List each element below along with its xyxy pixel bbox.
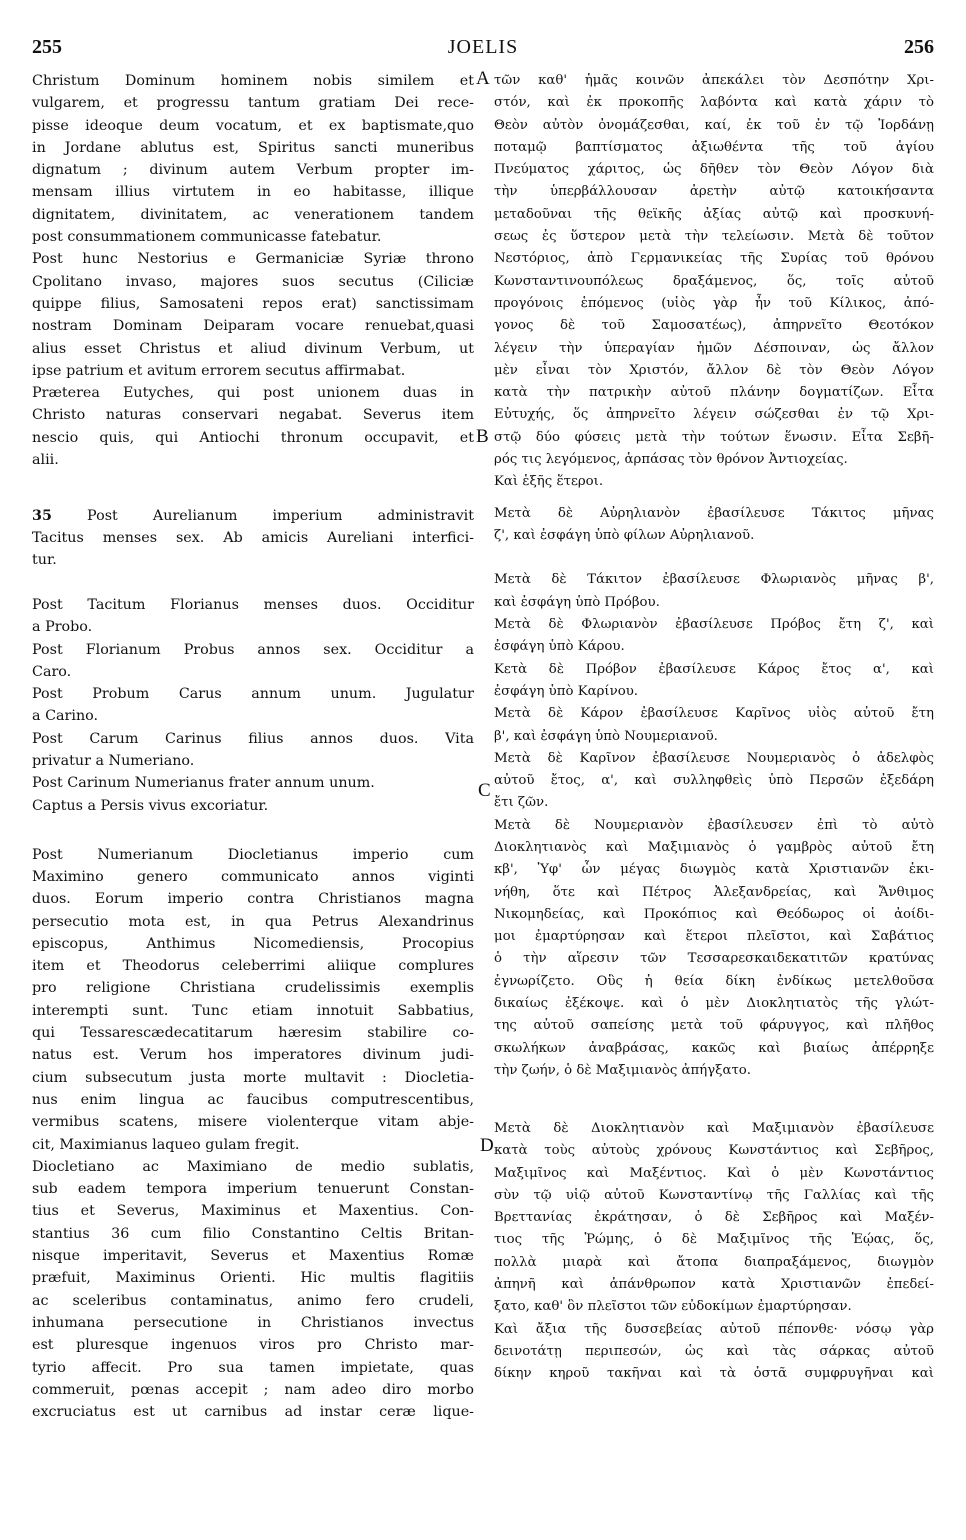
- latin-line: nus enim lingua ac faucibus computrescentibus,: [32, 1091, 474, 1108]
- latin-line: episcopus, Anthimus Nicomediensis, Procopius: [32, 935, 474, 952]
- greek-line: Νικομηδείας, καὶ Προκόπιος καὶ Θεόδωρος οἱ ἀοίδι-: [494, 906, 934, 922]
- section-number: 35: [32, 507, 52, 524]
- greek-line: δεινοτάτῃ περιπεσών, ὡς καὶ τὰς σάρκας αὐτοῦ: [494, 1343, 934, 1359]
- greek-line: ἔτι ζῶν.: [494, 795, 549, 811]
- greek-line: πολλὰ μιαρὰ καὶ ἄτοπα διαπραξάμενος, διωγμὸν: [494, 1254, 934, 1270]
- greek-line: τῶν καθ' ἡμᾶς κοινῶν ἀπεκάλει τὸν Δεσπότην Χρι-: [494, 73, 934, 88]
- greek-line: Μαξιμῖνος καὶ Μαξέντιος. Καὶ ὁ μὲν Κωνστάντιος: [494, 1165, 934, 1181]
- greek-line: ἀπηνῆ καὶ ἀπάνθρωπον κατὰ Χριστιανῶν ἐπεδεί-: [494, 1277, 934, 1293]
- margin-mark-d: D: [480, 1135, 494, 1156]
- latin-line: vulgarem, et progressu tantum gratiam Dei rece-: [32, 95, 474, 112]
- greek-line: μεταδοῦναι τῆς θεϊκῆς ἀξίας αὐτῷ καὶ προσκυνή-: [494, 206, 934, 222]
- latin-line: inhumana persecutione in Christianos invectus: [32, 1314, 474, 1331]
- latin-line: quippe filius, Samosateni repos erat) sanctissimam: [32, 295, 474, 312]
- paragraph-spacer: [32, 817, 474, 844]
- latin-line: [32, 505, 474, 527]
- greek-line: νήθη, ὅτε καὶ Πέτρος Ἀλεξανδρείας, καὶ Ἄνθιμος: [494, 884, 934, 900]
- latin-line: Christum Dominum hominem nobis similem et: [32, 73, 474, 89]
- paragraph-spacer: [32, 471, 474, 504]
- greek-line: Πνεύματος χάριτος, ὡς δῆθεν τὸν Θεὸν Λόγον διὰ: [494, 162, 934, 178]
- paragraph-spacer: [32, 572, 474, 594]
- latin-line: nostram Dominam Deiparam vocare renuebat,quasi: [32, 318, 474, 335]
- greek-line: Καὶ ἑξῆς ἕτεροι.: [494, 474, 604, 490]
- margin-mark-b: B: [476, 426, 489, 447]
- paragraph-spacer: [494, 547, 934, 569]
- greek-line: καὶ ἐσφάγη ὑπὸ Πρόβου.: [494, 594, 660, 610]
- greek-line: μὲν εἶναι τὸν Χριστόν, ἄλλον δὲ τὸν Θεὸν Λόγον: [494, 362, 934, 378]
- latin-line: stantius 36 cum filio Constantino Celtis Britan-: [32, 1225, 474, 1242]
- latin-line: excruciatus est ut carnibus ad instar ceræ lique-: [32, 1404, 474, 1421]
- latin-line: Cpolitano invaso, majores suos secutus (Ciliciæ: [32, 273, 474, 290]
- latin-line: a Carino.: [32, 708, 99, 725]
- latin-line: qui Tessarescædecatitarum hæresim stabilire co-: [32, 1025, 474, 1042]
- latin-line: Post Carum Carinus filius annos duos. Vita: [32, 730, 474, 747]
- left-page-number: 255: [32, 36, 62, 58]
- latin-line: tur.: [32, 552, 57, 569]
- greek-line: δικαίως ἐξέκοψε. καὶ ὁ μὲν Διοκλητιατὸς τῆς γλώτ-: [494, 996, 934, 1012]
- greek-line: ἐγνωρίζετο. Οὓς ἡ θεία δίκη ἐνδίκως μετελθοῦσα: [494, 973, 934, 989]
- latin-column: [32, 70, 474, 1423]
- latin-line: tius et Severus, Maximinus et Maxentius. Con-: [32, 1203, 474, 1220]
- greek-line: ρός τις λεγόμενος, ἁρπάσας τὸν θρόνον Ἀντιοχείας.: [494, 452, 848, 468]
- latin-line: Præterea Eutyches, qui post unionem duas in: [32, 385, 474, 402]
- running-title: JOELIS: [447, 36, 519, 58]
- greek-line: σὺν τῷ υἱῷ αὐτοῦ Κωνσταντίνῳ τῆς Γαλλίας καὶ τῆς: [494, 1187, 934, 1203]
- greek-line: ξατο, καθ' ὃν πλεῖστοι τῶν εὐδοκίμων ἐμαρτύρησαν.: [494, 1299, 852, 1315]
- latin-line: in Jordane ablutus est, Spiritus sancti muneribus: [32, 139, 474, 156]
- latin-line: Post Numerianum Diocletianus imperio cum: [32, 846, 474, 863]
- latin-line: post consummationem communicasse fatebatur.: [32, 229, 382, 246]
- greek-line: Θεὸν αὐτὸν ὀνομάζεσθαι, καί, ἐκ τοῦ ἐν τῷ Ἰορδάνῃ: [494, 117, 934, 133]
- latin-line: tyrio affecit. Pro sua tamen impietate, quas: [32, 1359, 474, 1376]
- latin-line: nisque imperitavit, Severus et Maxentius Romæ: [32, 1248, 474, 1265]
- latin-line-text: Post Aurelianum imperium administravit: [87, 507, 474, 524]
- greek-line: κατὰ τὴν πατρικὴν αὐτοῦ πλάνην δογματίζων. Εἶτα: [494, 385, 934, 401]
- greek-line: ποταμῷ βαπτίσματος ἀξιωθέντα τῆς τοῦ ἁγίου: [494, 139, 934, 155]
- latin-line: interempti sunt. Tunc etiam innotuit Sabbatius,: [32, 1002, 474, 1019]
- latin-line: Captus a Persis vivus excoriatur.: [32, 797, 269, 814]
- greek-line: γονος δὲ τοῦ Σαμοσατέως), ἀπηρνεῖτο Θεοτόκον: [494, 318, 934, 334]
- latin-line: vermibus scatens, misere violenterque vitam abje-: [32, 1114, 474, 1131]
- greek-line: μοι ἐμαρτύρησαν καὶ ἕτεροι πλεῖστοι, καὶ Σαβάτιος: [494, 929, 934, 945]
- greek-line: ὁ τὴν αἵρεσιν τῶν Τεσσαρεσκαιδεκατιτῶν κρατύνας: [494, 951, 934, 967]
- latin-line: pro religione Christiana crudelissimis exemplis: [32, 980, 474, 997]
- latin-line: alii.: [32, 452, 59, 469]
- latin-line: item et Theodorus celeberrimi aliique complures: [32, 958, 474, 975]
- latin-line: præfuit, Maximinus Orienti. Hic multis flagitiis: [32, 1270, 474, 1287]
- greek-column: [494, 70, 934, 1386]
- latin-line: persecutio mota est, in qua Petrus Alexandrinus: [32, 913, 474, 930]
- greek-line: Μετὰ δὲ Καρῖνον ἐβασίλευσε Νουμεριανὸς ὁ ἀδελφὸς: [494, 750, 934, 766]
- greek-line: Κωνσταντινουπόλεως δραξάμενος, ὅς, τοῖς αὐτοῦ: [494, 273, 934, 289]
- greek-line: Μετὰ δὲ Νουμεριανὸν ἐβασίλευσεν ἐπὶ τὸ αὐτὸ: [494, 817, 934, 833]
- latin-line: Caro.: [32, 663, 72, 680]
- latin-line: Tacitus menses sex. Ab amicis Aureliani interfici-: [32, 530, 474, 547]
- greek-line: Μετὰ δὲ Αὐρηλιανὸν ἐβασίλευσε Τάκιτος μῆνας: [494, 505, 934, 521]
- greek-line: τὴν ὑπερβάλλουσαν ἀρετὴν αὐτῷ κατοικήσαντα: [494, 184, 934, 200]
- greek-line: τιος τῆς Ῥώμης, ὁ δὲ Μαξιμῖνος τῆς Ἑῴας, ὅς,: [494, 1232, 934, 1248]
- greek-line: στόν, καὶ ἐκ προκοπῆς λαβόντα καὶ κατὰ χάριν τὸ: [494, 95, 934, 111]
- latin-line: privatur a Numeriano.: [32, 753, 195, 770]
- latin-line: dignitatem, divinitatem, ac venerationem tandem: [32, 206, 474, 223]
- greek-line: Βρεττανίας ἐκράτησαν, ὁ δὲ Σεβῆρος καὶ Μαξέν-: [494, 1210, 934, 1226]
- greek-line: Κετὰ δὲ Πρόβον ἐβασίλευσε Κάρος ἔτος α', καὶ: [494, 661, 934, 677]
- greek-line: Μετὰ δὲ Φλωριανὸν ἐβασίλευσε Πρόβος ἔτη ζ', καὶ: [494, 617, 934, 633]
- latin-line: nescio quis, qui Antiochi thronum occupavit, et: [32, 429, 474, 446]
- greek-line: Μετὰ δὲ Τάκιτον ἐβασίλευσε Φλωριανὸς μῆνας β',: [494, 572, 934, 588]
- greek-line: Καὶ ἄξια τῆς δυσσεβείας αὐτοῦ πέπονθε· νόσῳ γὰρ: [494, 1321, 934, 1337]
- latin-line: ipse patrium et avitum errorem secutus affirmabat.: [32, 362, 406, 379]
- latin-line: Maximino genero communicato annos viginti: [32, 868, 474, 885]
- latin-line: natus est. Verum hos imperatores divinum judi-: [32, 1047, 474, 1064]
- latin-line: duos. Eorum imperio contra Christianos magna: [32, 891, 474, 908]
- greek-line: προγόνοις ἑπόμενος (υἱὸς γὰρ ἦν τοῦ Κίλικος, ἀπό-: [494, 295, 934, 311]
- greek-line: Διοκλητιανὸς καὶ Μαξιμιανὸς ὁ γαμβρὸς αὐτοῦ ἔτη: [494, 840, 934, 855]
- greek-line: λέγειν τὴν ὑπεραγίαν ἡμῶν Δέσποιναν, ὡς ἄλλον: [494, 340, 934, 356]
- latin-line: pisse ideoque deum vocatum, et ex baptismate,quo: [32, 117, 474, 134]
- latin-line: Post Carinum Numerianus frater annum unum.: [32, 775, 375, 792]
- latin-line: est pluresque ingenuos viros pro Christo mar-: [32, 1337, 474, 1354]
- latin-line: Christo naturas conservari negabat. Severus item: [32, 407, 474, 424]
- latin-line: cium subsecutum justa morte multavit : Diocletia-: [32, 1069, 474, 1086]
- greek-line: Εὐτυχής, ὅς ἀπηρνεῖτο λέγειν σώζεσθαι ἐν τῷ Χρι-: [494, 407, 934, 423]
- paragraph-spacer: [494, 1082, 934, 1118]
- margin-mark-a: A: [476, 68, 490, 89]
- greek-line: κβ', Ὑφ' ὧν μέγας διωγμὸς κατὰ Χριστιανῶν ἐκι-: [494, 862, 934, 878]
- greek-line: αὐτοῦ ἔτος, α', καὶ συλληφθεὶς ὑπὸ Περσῶν ἐξεδάρη: [494, 773, 934, 789]
- greek-line: στῷ δύο φύσεις μετὰ τὴν τούτων ἕνωσιν. Εἶτα Σεβῆ-: [494, 429, 934, 445]
- greek-line: κατὰ τοὺς αὐτοὺς χρόνους Κωνστάντιος καὶ Σεβῆρος,: [494, 1143, 934, 1159]
- greek-line: β', καὶ ἐσφάγη ὑπὸ Νουμεριανοῦ.: [494, 728, 718, 744]
- word-space: [52, 508, 87, 524]
- greek-line: δίκην κηροῦ τακῆναι καὶ τὰ ὀστᾶ συμφρυγῆναι καὶ: [494, 1366, 934, 1382]
- latin-line: sub eadem tempora imperium tenuerunt Constan-: [32, 1181, 474, 1198]
- margin-mark-c: C: [478, 780, 491, 801]
- greek-line: τὴν ζωήν, ὁ δὲ Μαξιμιανὸς ἀπήγξατο.: [494, 1062, 752, 1078]
- right-page-number: 256: [904, 36, 934, 58]
- running-header: [32, 36, 934, 62]
- latin-line: a Probo.: [32, 619, 93, 636]
- latin-line: Post Florianum Probus annos sex. Occiditur a: [32, 641, 474, 658]
- greek-line: ζ', καὶ ἐσφάγη ὑπὸ φίλων Αὐρηλιανοῦ.: [494, 527, 755, 543]
- latin-line: dignatum ; divinum autem Verbum propter im-: [32, 162, 474, 179]
- latin-line: mensam illius virtutem in eo habitasse, illique: [32, 184, 474, 201]
- greek-line: ἐσφάγη ὑπὸ Καρίνου.: [494, 683, 639, 699]
- greek-line: Νεστόριος, ἀπὸ Γερμανικείας τῆς Συρίας τοῦ θρόνου: [494, 251, 934, 267]
- latin-line: Diocletiano ac Maximiano de medio sublatis,: [32, 1158, 474, 1175]
- greek-line: Μετὰ δὲ Κάρον ἐβασίλευσε Καρῖνος υἱὸς αὐτοῦ ἔτη: [494, 706, 934, 722]
- latin-line: cit, Maximianus laqueo gulam fregit.: [32, 1136, 300, 1153]
- greek-line: σεως ἐς ὕστερον μετὰ τὴν τελείωσιν. Μετὰ δὲ τοῦτον: [494, 229, 934, 245]
- latin-line: Post hunc Nestorius e Germaniciæ Syriæ throno: [32, 251, 474, 268]
- latin-line: Post Probum Carus annum unum. Jugulatur: [32, 686, 474, 703]
- greek-line: σκωλήκων ἀναβράσας, κακῶς καὶ βιαίως ἀπέρρηξε: [494, 1040, 934, 1056]
- greek-line: της αὐτοῦ σαπείσης μετὰ τοῦ φάρυγγος, καὶ πλῆθος: [494, 1018, 934, 1034]
- latin-line: alius esset Christus et aliud divinum Verbum, ut: [32, 340, 474, 357]
- greek-line: Μετὰ δὲ Διοκλητιανὸν καὶ Μαξιμιανὸν ἐβασίλευσε: [494, 1120, 934, 1136]
- latin-line: commeruit, pœnas accepit ; nam adeo diro morbo: [32, 1381, 474, 1398]
- greek-line: ἐσφάγη ὑπὸ Κάρου.: [494, 639, 625, 655]
- latin-line: Post Tacitum Florianus menses duos. Occiditur: [32, 596, 474, 613]
- latin-line: ac sceleribus contaminatus, animo fero crudeli,: [32, 1292, 474, 1309]
- paragraph-spacer: [494, 494, 934, 503]
